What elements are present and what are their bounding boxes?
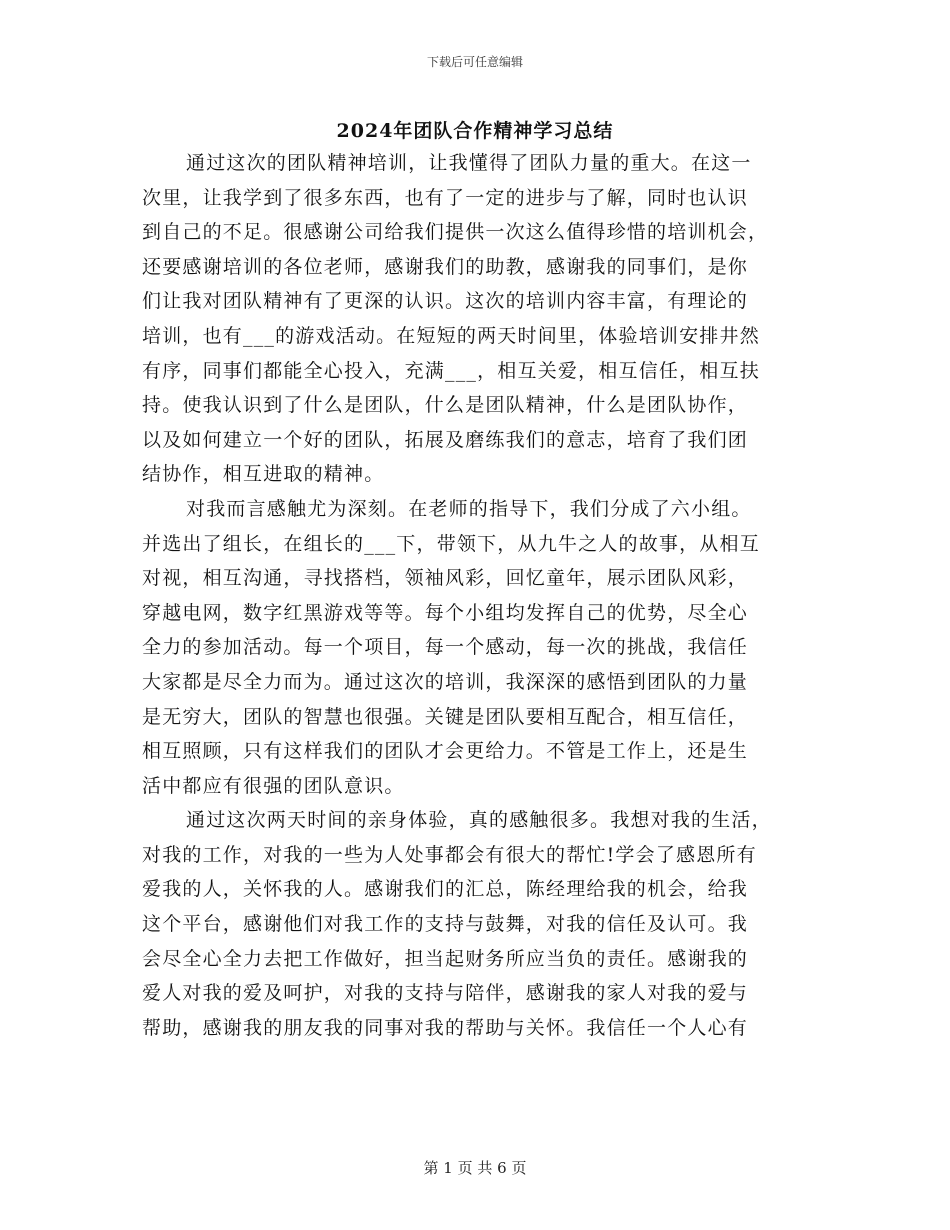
text-line: 这个平台，感谢他们对我工作的支持与鼓舞，对我的信任及认可。我: [142, 913, 749, 936]
text-line: 对视，相互沟通，寻找搭档，领袖风彩，回忆童年，展示团队风彩，: [142, 567, 749, 590]
text-line: 到自己的不足。很感谢公司给我们提供一次这么值得珍惜的培训机会，: [142, 221, 769, 244]
page-number: 第 1 页 共 6 页: [423, 1159, 527, 1177]
text-line: 们让我对团队精神有了更深的认识。这次的培训内容丰富，有理论的: [142, 290, 749, 313]
text-line: 并选出了组长，在组长的___下，带领下，从九牛之人的故事，从相互: [142, 532, 760, 555]
text-line: 对我的工作，对我的一些为人处事都会有很大的帮忙!学会了感恩所有: [142, 843, 757, 866]
text-line: 大家都是尽全力而为。通过这次的培训，我深深的感悟到团队的力量: [142, 670, 749, 693]
text-line: 还要感谢培训的各位老师，感谢我们的助教，感谢我的同事们，是你: [142, 255, 749, 278]
text-line: 以及如何建立一个好的团队，拓展及磨练我们的意志，培育了我们团: [142, 428, 749, 451]
text-line: 通过这次的团队精神培训，让我懂得了团队力量的重大。在这一: [186, 152, 752, 174]
text-line: 会尽全心全力去把工作做好，担当起财务所应当负的责任。感谢我的: [142, 947, 749, 970]
text-line: 持。使我认识到了什么是团队，什么是团队精神，什么是团队协作，: [142, 394, 749, 417]
text-line: 有序，同事们都能全心投入，充满___，相互关爱，相互信任，相互扶: [142, 359, 760, 382]
text-line: 对我而言感触尤为深刻。在老师的指导下，我们分成了六小组。: [186, 497, 752, 520]
text-line: 穿越电网，数字红黑游戏等等。每个小组均发挥自己的优势，尽全心: [142, 601, 749, 624]
text-line: 结协作，相互进取的精神。: [142, 463, 385, 486]
document-body: [142, 146, 814, 1045]
paragraph-3: [142, 803, 814, 1045]
text-line: 全力的参加活动。每一个项目，每一个感动，每一次的挑战，我信任: [142, 636, 749, 659]
text-line: 是无穷大，团队的智慧也很强。关键是团队要相互配合，相互信任，: [142, 705, 749, 728]
text-line: 爱人对我的爱及呵护，对我的支持与陪伴，感谢我的家人对我的爱与: [142, 982, 749, 1005]
text-line: 培训，也有___的游戏活动。在短短的两天时间里，体验培训安排井然: [142, 324, 760, 347]
paragraph-2: [142, 492, 814, 803]
text-line: 爱我的人，关怀我的人。感谢我们的汇总，陈经理给我的机会，给我: [142, 878, 749, 901]
text-line: 次里，让我学到了很多东西，也有了一定的进步与了解，同时也认识: [142, 186, 749, 209]
text-line: 通过这次两天时间的亲身体验，真的感触很多。我想对我的生活，: [186, 809, 772, 832]
text-line: 相互照顾，只有这样我们的团队才会更给力。不管是工作上，还是生: [142, 740, 749, 763]
text-line: 帮助，感谢我的朋友我的同事对我的帮助与关怀。我信任一个人心有: [142, 1016, 749, 1039]
document-title: 2024年团队合作精神学习总结: [336, 120, 614, 142]
header-note: 下载后可任意编辑: [426, 55, 523, 69]
paragraph-1: [142, 146, 814, 492]
text-line: 活中都应有很强的团队意识。: [142, 774, 405, 797]
